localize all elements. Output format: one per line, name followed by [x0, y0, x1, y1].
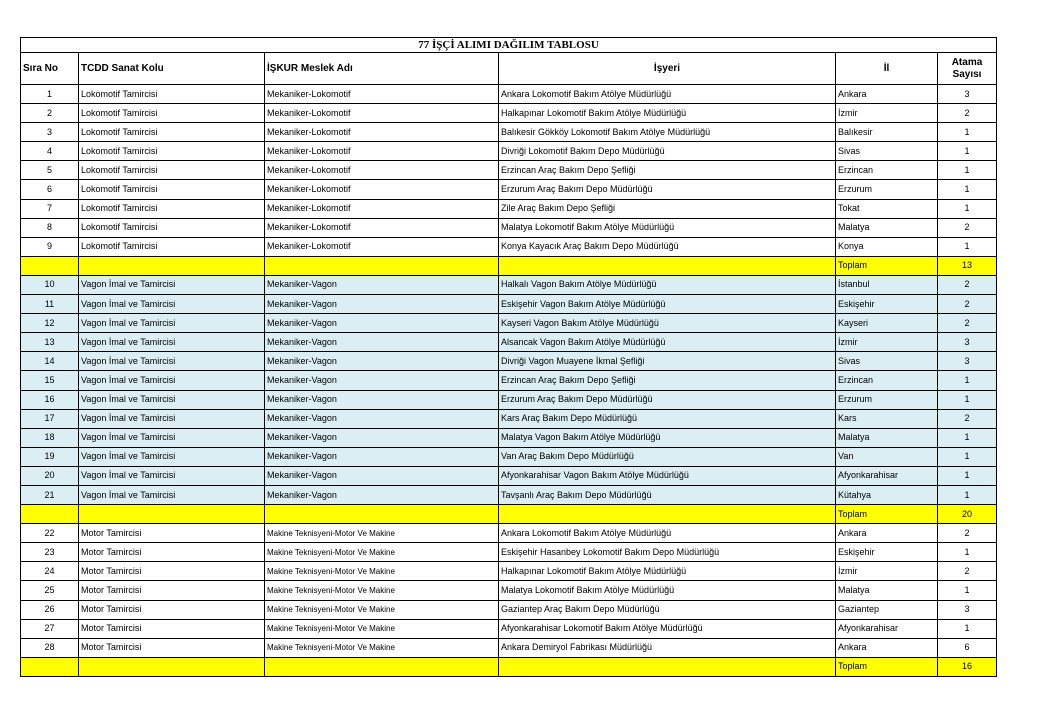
table-row [21, 524, 997, 543]
cell-isyeri: Gaziantep Araç Bakım Depo Müdürlüğü [499, 600, 836, 619]
empty-cell [79, 256, 265, 275]
cell-il: Gaziantep [836, 600, 938, 619]
cell-isyeri: Divriği Vagon Muayene İkmal Şefliği [499, 352, 836, 371]
cell-sira-no: 20 [21, 466, 79, 485]
cell-sira-no: 18 [21, 428, 79, 447]
cell-il: Eskişehir [836, 295, 938, 314]
cell-atama-sayisi: 1 [938, 237, 997, 256]
header-isyeri: İşyeri [499, 53, 836, 85]
table-row [21, 371, 997, 390]
cell-il: Afyonkarahisar [836, 466, 938, 485]
cell-isyeri: Erzincan Araç Bakım Depo Şefliği [499, 161, 836, 180]
cell-meslek-adi: Mekaniker-Lokomotif [265, 123, 499, 142]
cell-sira-no: 26 [21, 600, 79, 619]
table-row [21, 85, 997, 104]
cell-atama-sayisi: 1 [938, 371, 997, 390]
table-row [21, 390, 997, 409]
cell-atama-sayisi: 1 [938, 581, 997, 600]
cell-sira-no: 9 [21, 237, 79, 256]
cell-sira-no: 17 [21, 409, 79, 428]
cell-isyeri: Van Araç Bakım Depo Müdürlüğü [499, 447, 836, 466]
cell-sanat-kolu: Lokomotif Tamircisi [79, 142, 265, 161]
cell-atama-sayisi: 2 [938, 314, 997, 333]
cell-meslek-adi: Mekaniker-Vagon [265, 447, 499, 466]
cell-sira-no: 11 [21, 295, 79, 314]
cell-sira-no: 25 [21, 581, 79, 600]
cell-sanat-kolu: Lokomotif Tamircisi [79, 123, 265, 142]
cell-meslek-adi: Mekaniker-Lokomotif [265, 85, 499, 104]
cell-sira-no: 21 [21, 485, 79, 504]
cell-sanat-kolu: Lokomotif Tamircisi [79, 180, 265, 199]
cell-atama-sayisi: 3 [938, 600, 997, 619]
total-value: 16 [938, 657, 997, 676]
cell-sira-no: 23 [21, 543, 79, 562]
cell-meslek-adi: Makine Teknisyeni-Motor Ve Makine [265, 600, 499, 619]
cell-sanat-kolu: Vagon İmal ve Tamircisi [79, 409, 265, 428]
table-row [21, 638, 997, 657]
title-row [21, 38, 997, 53]
cell-sanat-kolu: Vagon İmal ve Tamircisi [79, 447, 265, 466]
cell-atama-sayisi: 1 [938, 180, 997, 199]
cell-meslek-adi: Mekaniker-Lokomotif [265, 180, 499, 199]
cell-isyeri: Tavşanlı Araç Bakım Depo Müdürlüğü [499, 485, 836, 504]
cell-atama-sayisi: 2 [938, 104, 997, 123]
cell-sira-no: 5 [21, 161, 79, 180]
empty-cell [79, 505, 265, 524]
cell-meslek-adi: Mekaniker-Lokomotif [265, 161, 499, 180]
table-row [21, 123, 997, 142]
cell-atama-sayisi: 3 [938, 85, 997, 104]
total-row [21, 505, 997, 524]
cell-il: Sivas [836, 142, 938, 161]
cell-isyeri: Ankara Lokomotif Bakım Atölye Müdürlüğü [499, 85, 836, 104]
cell-atama-sayisi: 1 [938, 447, 997, 466]
cell-meslek-adi: Makine Teknisyeni-Motor Ve Makine [265, 619, 499, 638]
cell-meslek-adi: Mekaniker-Lokomotif [265, 142, 499, 161]
cell-atama-sayisi: 1 [938, 123, 997, 142]
table-row [21, 447, 997, 466]
cell-isyeri: Malatya Lokomotif Bakım Atölye Müdürlüğü [499, 218, 836, 237]
cell-sanat-kolu: Lokomotif Tamircisi [79, 161, 265, 180]
cell-sira-no: 27 [21, 619, 79, 638]
cell-il: Eskişehir [836, 543, 938, 562]
table-row [21, 600, 997, 619]
cell-meslek-adi: Mekaniker-Vagon [265, 409, 499, 428]
cell-atama-sayisi: 1 [938, 428, 997, 447]
cell-sira-no: 22 [21, 524, 79, 543]
cell-meslek-adi: Mekaniker-Vagon [265, 371, 499, 390]
cell-il: Tokat [836, 199, 938, 218]
table-row [21, 485, 997, 504]
cell-sira-no: 4 [21, 142, 79, 161]
cell-sira-no: 16 [21, 390, 79, 409]
cell-il: İzmir [836, 333, 938, 352]
cell-isyeri: Afyonkarahisar Vagon Bakım Atölye Müdürlüğü [499, 466, 836, 485]
cell-sanat-kolu: Motor Tamircisi [79, 638, 265, 657]
cell-il: Erzurum [836, 180, 938, 199]
total-row [21, 256, 997, 275]
empty-cell [499, 505, 836, 524]
cell-sanat-kolu: Lokomotif Tamircisi [79, 237, 265, 256]
table-row [21, 352, 997, 371]
cell-sanat-kolu: Vagon İmal ve Tamircisi [79, 295, 265, 314]
cell-isyeri: Zile Araç Bakım Depo Şefliği [499, 199, 836, 218]
cell-sira-no: 1 [21, 85, 79, 104]
table-row [21, 295, 997, 314]
empty-cell [21, 505, 79, 524]
cell-isyeri: Malatya Lokomotif Bakım Atölye Müdürlüğü [499, 581, 836, 600]
cell-atama-sayisi: 6 [938, 638, 997, 657]
cell-isyeri: Ankara Demiryol Fabrikası Müdürlüğü [499, 638, 836, 657]
cell-meslek-adi: Mekaniker-Vagon [265, 390, 499, 409]
cell-atama-sayisi: 1 [938, 142, 997, 161]
empty-cell [79, 657, 265, 676]
table-row [21, 562, 997, 581]
total-label: Toplam [836, 505, 938, 524]
cell-sanat-kolu: Vagon İmal ve Tamircisi [79, 466, 265, 485]
table-row [21, 199, 997, 218]
cell-atama-sayisi: 1 [938, 466, 997, 485]
cell-sira-no: 13 [21, 333, 79, 352]
cell-sira-no: 19 [21, 447, 79, 466]
cell-isyeri: Halkalı Vagon Bakım Atölye Müdürlüğü [499, 275, 836, 294]
cell-meslek-adi: Makine Teknisyeni-Motor Ve Makine [265, 524, 499, 543]
cell-sanat-kolu: Lokomotif Tamircisi [79, 85, 265, 104]
cell-atama-sayisi: 1 [938, 619, 997, 638]
cell-sira-no: 24 [21, 562, 79, 581]
total-value: 20 [938, 505, 997, 524]
cell-isyeri: Eskişehir Vagon Bakım Atölye Müdürlüğü [499, 295, 836, 314]
cell-sira-no: 2 [21, 104, 79, 123]
distribution-table [20, 37, 997, 677]
cell-atama-sayisi: 2 [938, 524, 997, 543]
cell-sanat-kolu: Motor Tamircisi [79, 543, 265, 562]
cell-isyeri: Divriği Lokomotif Bakım Depo Müdürlüğü [499, 142, 836, 161]
cell-sira-no: 8 [21, 218, 79, 237]
cell-sanat-kolu: Vagon İmal ve Tamircisi [79, 352, 265, 371]
cell-isyeri: Kayseri Vagon Bakım Atölye Müdürlüğü [499, 314, 836, 333]
cell-atama-sayisi: 2 [938, 218, 997, 237]
empty-cell [21, 657, 79, 676]
cell-isyeri: Erzurum Araç Bakım Depo Müdürlüğü [499, 390, 836, 409]
cell-sira-no: 12 [21, 314, 79, 333]
cell-il: Malatya [836, 581, 938, 600]
cell-meslek-adi: Mekaniker-Vagon [265, 485, 499, 504]
cell-atama-sayisi: 3 [938, 352, 997, 371]
cell-il: Van [836, 447, 938, 466]
cell-sira-no: 15 [21, 371, 79, 390]
cell-meslek-adi: Mekaniker-Vagon [265, 275, 499, 294]
cell-meslek-adi: Mekaniker-Vagon [265, 428, 499, 447]
cell-meslek-adi: Mekaniker-Lokomotif [265, 218, 499, 237]
cell-il: Malatya [836, 218, 938, 237]
cell-atama-sayisi: 2 [938, 562, 997, 581]
cell-sanat-kolu: Lokomotif Tamircisi [79, 199, 265, 218]
cell-atama-sayisi: 2 [938, 275, 997, 294]
table-row [21, 409, 997, 428]
cell-il: Malatya [836, 428, 938, 447]
cell-meslek-adi: Mekaniker-Vagon [265, 314, 499, 333]
cell-isyeri: Alsancak Vagon Bakım Atölye Müdürlüğü [499, 333, 836, 352]
cell-il: Sivas [836, 352, 938, 371]
cell-meslek-adi: Mekaniker-Vagon [265, 333, 499, 352]
cell-isyeri: Erzurum Araç Bakım Depo Müdürlüğü [499, 180, 836, 199]
table-row [21, 237, 997, 256]
cell-sira-no: 7 [21, 199, 79, 218]
cell-sira-no: 10 [21, 275, 79, 294]
cell-sanat-kolu: Vagon İmal ve Tamircisi [79, 333, 265, 352]
cell-isyeri: Eskişehir Hasanbey Lokomotif Bakım Depo Müdürlüğü [499, 543, 836, 562]
cell-il: Ankara [836, 524, 938, 543]
cell-sanat-kolu: Vagon İmal ve Tamircisi [79, 275, 265, 294]
cell-il: Kars [836, 409, 938, 428]
table-row [21, 218, 997, 237]
cell-il: Erzincan [836, 161, 938, 180]
header-atama-sayisi: Atama Sayısı [938, 53, 997, 85]
cell-sanat-kolu: Vagon İmal ve Tamircisi [79, 428, 265, 447]
cell-isyeri: Halkapınar Lokomotif Bakım Atölye Müdürlüğü [499, 104, 836, 123]
cell-sanat-kolu: Vagon İmal ve Tamircisi [79, 371, 265, 390]
cell-isyeri: Erzincan Araç Bakım Depo Şefliği [499, 371, 836, 390]
cell-meslek-adi: Makine Teknisyeni-Motor Ve Makine [265, 581, 499, 600]
cell-il: Kayseri [836, 314, 938, 333]
cell-sanat-kolu: Vagon İmal ve Tamircisi [79, 485, 265, 504]
header-il: İl [836, 53, 938, 85]
cell-sira-no: 14 [21, 352, 79, 371]
table-row [21, 314, 997, 333]
cell-sira-no: 28 [21, 638, 79, 657]
empty-cell [265, 505, 499, 524]
cell-isyeri: Halkapınar Lokomotif Bakım Atölye Müdürlüğü [499, 562, 836, 581]
cell-il: Erzincan [836, 371, 938, 390]
cell-meslek-adi: Makine Teknisyeni-Motor Ve Makine [265, 562, 499, 581]
total-value: 13 [938, 256, 997, 275]
cell-meslek-adi: Mekaniker-Lokomotif [265, 199, 499, 218]
total-label: Toplam [836, 657, 938, 676]
cell-atama-sayisi: 2 [938, 409, 997, 428]
table-row [21, 180, 997, 199]
cell-il: Konya [836, 237, 938, 256]
table-row [21, 142, 997, 161]
table-row [21, 275, 997, 294]
cell-atama-sayisi: 1 [938, 543, 997, 562]
cell-meslek-adi: Makine Teknisyeni-Motor Ve Makine [265, 543, 499, 562]
cell-sanat-kolu: Lokomotif Tamircisi [79, 218, 265, 237]
cell-sanat-kolu: Motor Tamircisi [79, 562, 265, 581]
cell-atama-sayisi: 2 [938, 295, 997, 314]
empty-cell [499, 256, 836, 275]
cell-meslek-adi: Mekaniker-Vagon [265, 466, 499, 485]
empty-cell [499, 657, 836, 676]
table-row [21, 333, 997, 352]
cell-meslek-adi: Mekaniker-Vagon [265, 352, 499, 371]
cell-sanat-kolu: Motor Tamircisi [79, 581, 265, 600]
cell-il: İstanbul [836, 275, 938, 294]
cell-il: Kütahya [836, 485, 938, 504]
header-row [21, 53, 997, 85]
table-row [21, 543, 997, 562]
total-row [21, 657, 997, 676]
cell-meslek-adi: Makine Teknisyeni-Motor Ve Makine [265, 638, 499, 657]
cell-isyeri: Malatya Vagon Bakım Atölye Müdürlüğü [499, 428, 836, 447]
header-meslek-adi: İŞKUR Meslek Adı [265, 53, 499, 85]
table-row [21, 581, 997, 600]
cell-sanat-kolu: Motor Tamircisi [79, 524, 265, 543]
cell-sanat-kolu: Motor Tamircisi [79, 619, 265, 638]
cell-atama-sayisi: 1 [938, 161, 997, 180]
total-label: Toplam [836, 256, 938, 275]
cell-sanat-kolu: Vagon İmal ve Tamircisi [79, 314, 265, 333]
table-title: 77 İŞÇİ ALIMI DAĞILIM TABLOSU [21, 38, 997, 53]
table-row [21, 104, 997, 123]
cell-sira-no: 3 [21, 123, 79, 142]
empty-cell [265, 657, 499, 676]
cell-meslek-adi: Mekaniker-Lokomotif [265, 104, 499, 123]
cell-atama-sayisi: 3 [938, 333, 997, 352]
cell-il: Erzurum [836, 390, 938, 409]
cell-atama-sayisi: 1 [938, 485, 997, 504]
cell-il: İzmir [836, 562, 938, 581]
cell-sanat-kolu: Motor Tamircisi [79, 600, 265, 619]
table-body [21, 85, 997, 677]
empty-cell [21, 256, 79, 275]
table-row [21, 161, 997, 180]
cell-meslek-adi: Mekaniker-Vagon [265, 295, 499, 314]
table-row [21, 619, 997, 638]
cell-il: Afyonkarahisar [836, 619, 938, 638]
table-row [21, 428, 997, 447]
cell-il: Ankara [836, 638, 938, 657]
cell-isyeri: Kars Araç Bakım Depo Müdürlüğü [499, 409, 836, 428]
cell-sira-no: 6 [21, 180, 79, 199]
cell-atama-sayisi: 1 [938, 390, 997, 409]
header-sanat-kolu: TCDD Sanat Kolu [79, 53, 265, 85]
cell-isyeri: Balıkesir Gökköy Lokomotif Bakım Atölye Müdürlüğü [499, 123, 836, 142]
cell-sanat-kolu: Lokomotif Tamircisi [79, 104, 265, 123]
cell-il: Ankara [836, 85, 938, 104]
cell-isyeri: Konya Kayacık Araç Bakım Depo Müdürlüğü [499, 237, 836, 256]
cell-il: Balıkesir [836, 123, 938, 142]
empty-cell [265, 256, 499, 275]
cell-sanat-kolu: Vagon İmal ve Tamircisi [79, 390, 265, 409]
table-row [21, 466, 997, 485]
cell-isyeri: Afyonkarahisar Lokomotif Bakım Atölye Müdürlüğü [499, 619, 836, 638]
cell-meslek-adi: Mekaniker-Lokomotif [265, 237, 499, 256]
cell-isyeri: Ankara Lokomotif Bakım Atölye Müdürlüğü [499, 524, 836, 543]
cell-atama-sayisi: 1 [938, 199, 997, 218]
cell-il: İzmir [836, 104, 938, 123]
header-sira-no: Sıra No [21, 53, 79, 85]
